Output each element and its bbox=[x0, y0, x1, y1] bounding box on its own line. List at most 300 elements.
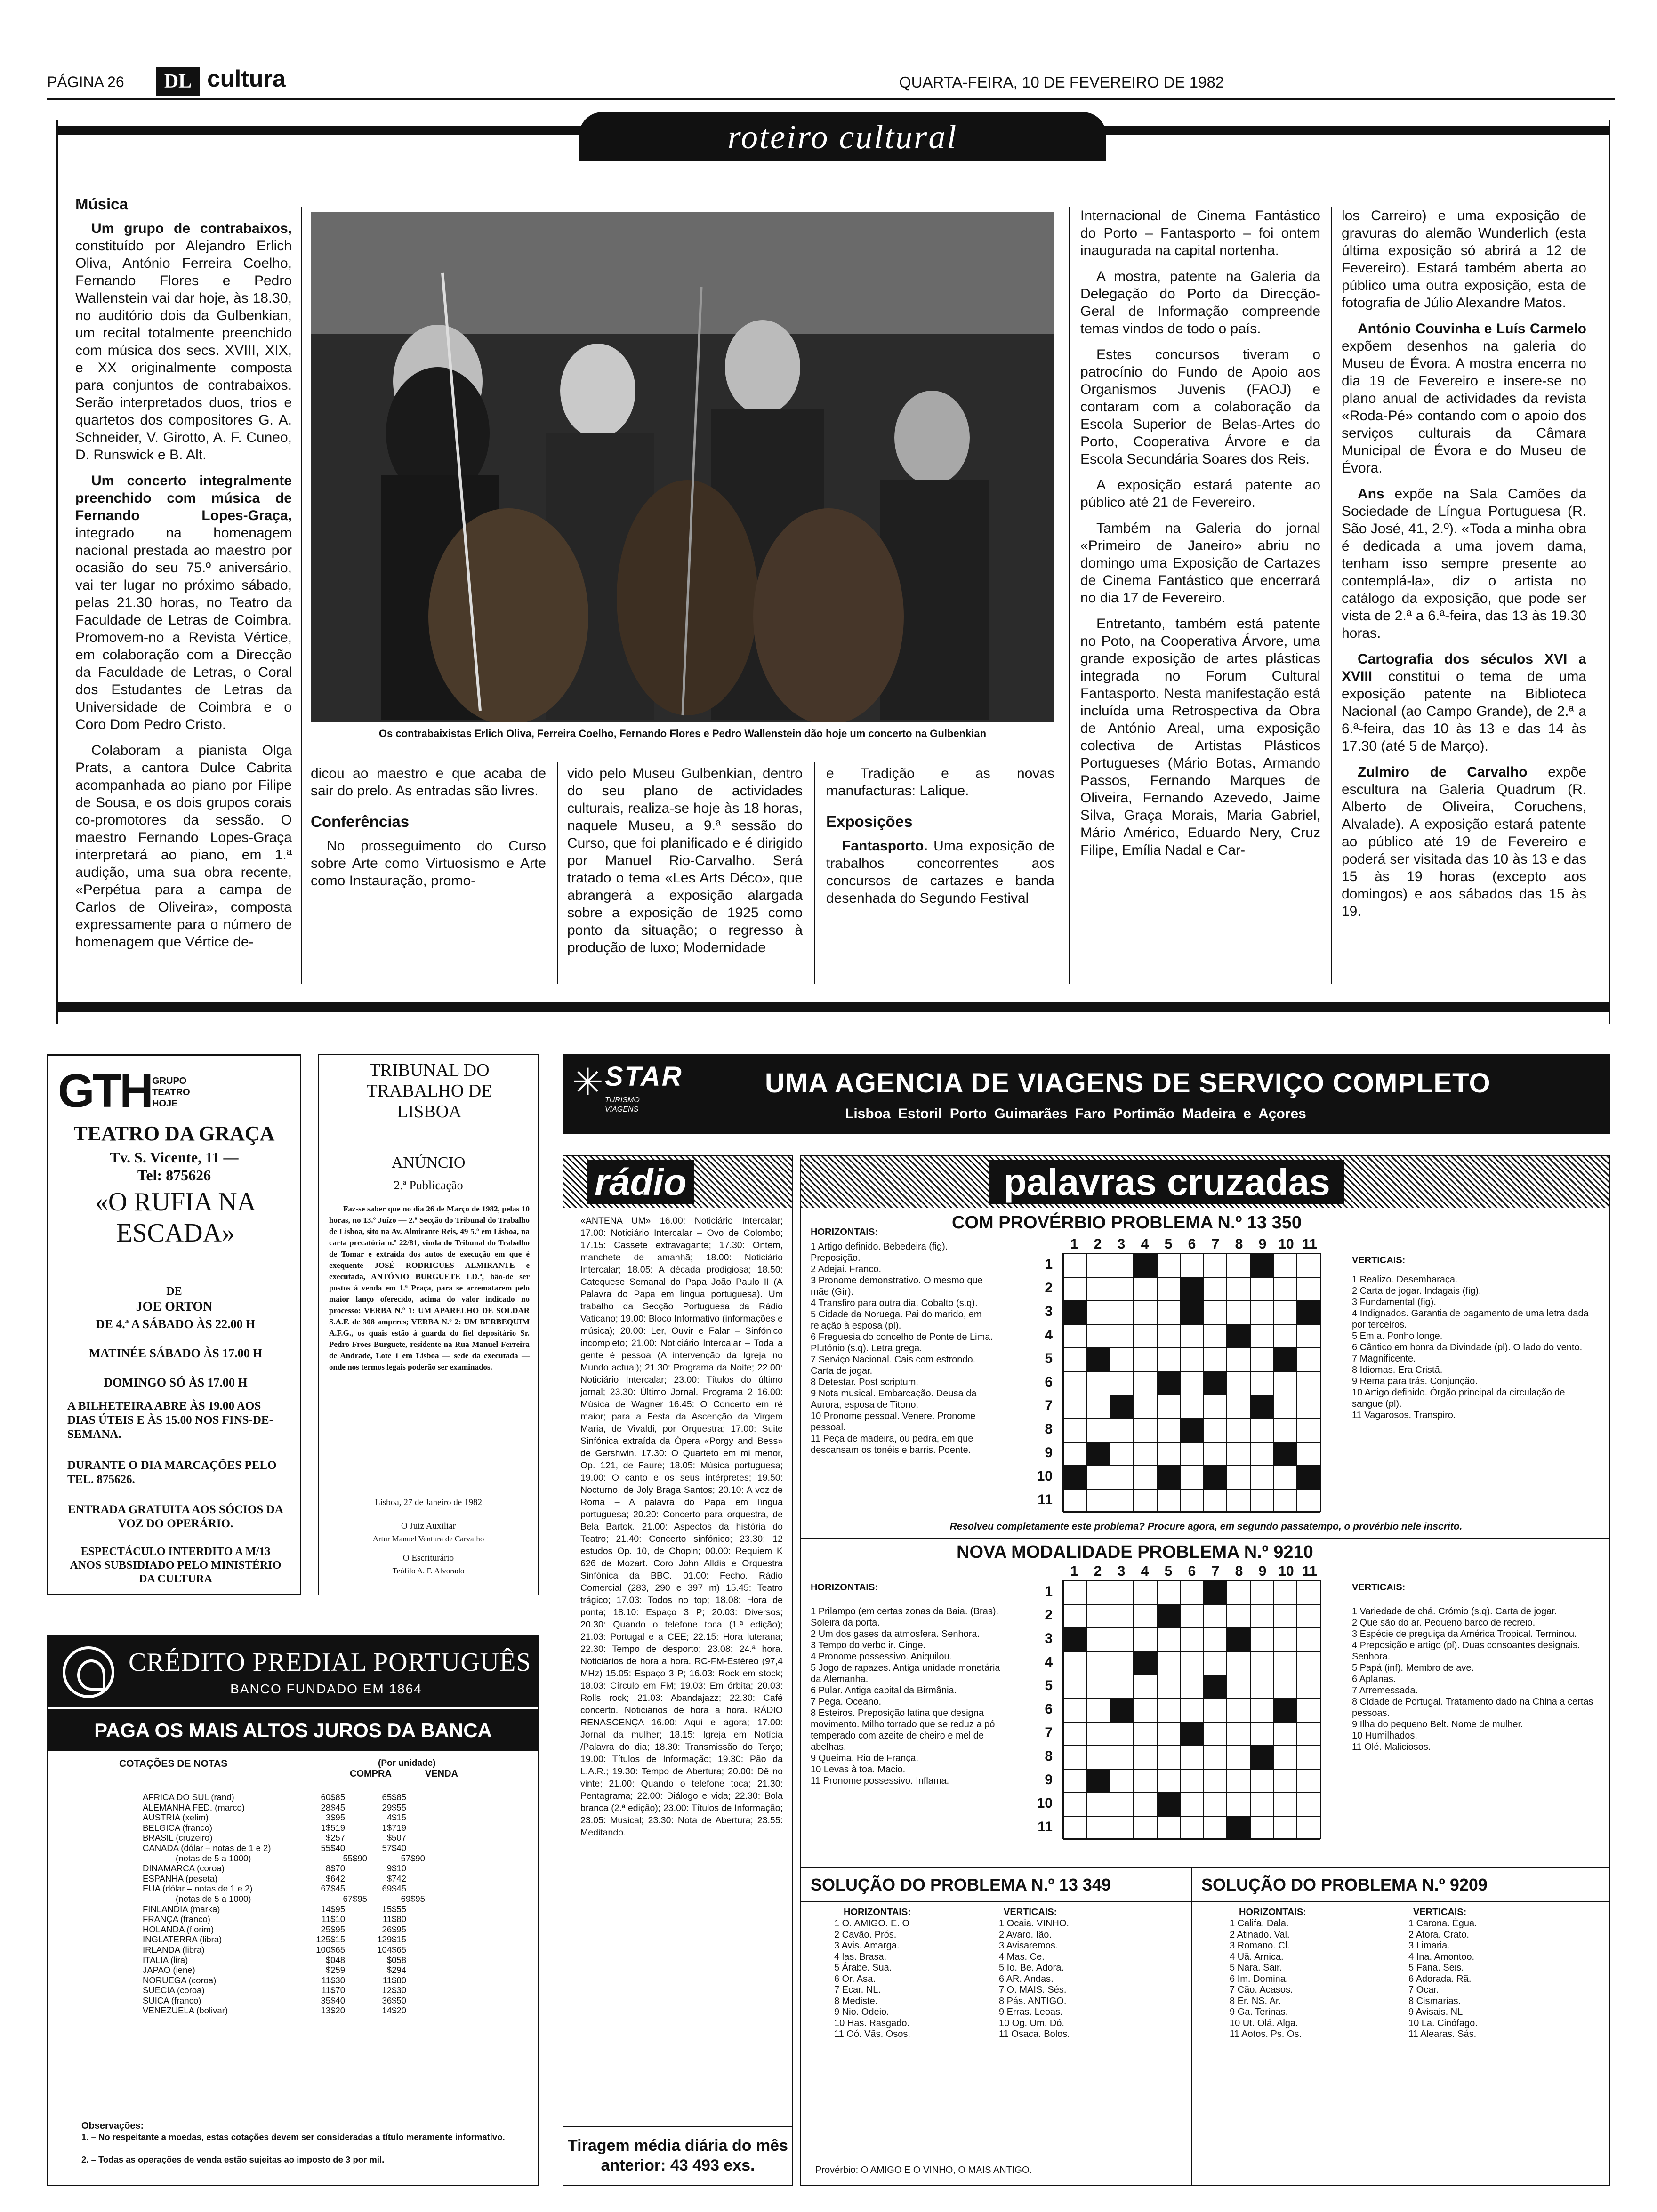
grid-cell[interactable] bbox=[1157, 1395, 1181, 1419]
grid-cell[interactable] bbox=[1134, 1769, 1157, 1793]
grid-cell[interactable] bbox=[1204, 1301, 1227, 1324]
grid-cell[interactable] bbox=[1110, 1651, 1134, 1675]
grid-cell[interactable] bbox=[1204, 1324, 1227, 1348]
grid-cell[interactable] bbox=[1297, 1699, 1320, 1722]
grid-cell[interactable] bbox=[1297, 1395, 1320, 1419]
grid-cell[interactable] bbox=[1110, 1466, 1134, 1489]
grid-cell[interactable] bbox=[1157, 1442, 1181, 1466]
grid-cell[interactable] bbox=[1180, 1489, 1204, 1513]
cotacao-compra: $642 bbox=[325, 1873, 345, 1883]
grid-column-number: 9 bbox=[1258, 1236, 1267, 1252]
grid-cell[interactable] bbox=[1274, 1816, 1297, 1840]
grid-cell[interactable] bbox=[1157, 1769, 1181, 1793]
grid-cell[interactable] bbox=[1274, 1395, 1297, 1419]
grid-cell[interactable] bbox=[1274, 1371, 1297, 1395]
cotacao-currency: (notas de 5 a 1000) bbox=[176, 1853, 251, 1863]
grid-cell[interactable] bbox=[1110, 1675, 1134, 1699]
radio-text: «ANTENA UM» 16.00: Noticiário Intercalar; 17.00: Noticiário Intercalar – Ovo de Colombo; 17.15: Cassete extravagante; 17.30: Ontem, manchete de amanhã; 18.00: Noticiário Intercalar; 18.05: A década prodigiosa; 18.50: Catequese Semanal do Papa João Paulo II (A Palavra do Papa em língua portuguesa). Um trabalho da Secção Portuguesa da Rádio Vaticano; 19.00: Bloco Informativo (informações e música); 20.00: Ler, Ouvir e Falar – Sinfónico incompleto; 21.00: Noticiário Intercalar – Toda a gente é pessoa (A intervenção da Igreja no Mundo actual); 21.30: Programa da Noite; 22.00: Noticiário Intercalar; 23.00: Títulos do último jornal; 23.30: Último Jornal. Programa 2 16.00: Música de Wagner 16.45: O Concerto em ré maior; para a Festa da Ascenção da Virgem Maria, de Vivaldi, por Orquestra; 17.00: Suite Sinfónica extraída da Ópera «Porgy and Bess» de Gershwin. 17.30: O Quarteto em mi menor, Op. 121, de Fauré; 18.05: Música portuguesa; 19.00: O canto e os seus intérpretes; 19.50: Nocturno, de Joly Braga Santos; 20.10: A voz de Roma – A palavra do Papa em língua portuguesa; 20.20: Concerto para orquestra, de Bela Bartok. 21.00: Aspectos da história do Teatro; 21.40: Concerto sinfónico; 23.30: 12 estudos Op. 10, de Chopin; 00.00: Requiem K 626 de Mozart. Coro John Alldis e Orquestra Sinfónica da BBC. 01.00: Fecho. Rádio Comercial (283, 290 e 397 m) 15.45: Teatro trágico; 17.03: Todos no top; 18.08: Hora de ponta; 18.10: Espaço 3 P; 20.03: Diversos; 20.30: Quando o telefone toca (1.ª edição); 21.03: Portugal e a CEE; 22.15: Hora luterana; 22.30: Tempo de desporto; 23.08: 24.ª hora. Noticiários de hora a hora. RC-FM-Estéreo (97,4 MHz) 15.05: Espaço 3 P; 16.03: Rock em stock; 18.03: Círculo em FM; 19.03: Em órbita; 20.03: Rolls rock; 21.03: Abandajazz; 22.30: Café concerto. Noticiários de hora a hora. RÁDIO RENASCENÇA 16.00: Aqui e agora; 17.00: Jornal da mulher; 18.15: Igreja em Notícia /Palavra do dia; 18.30: Transmissão do Terço; 19.00: Títulos de Informação; 19.30: Pão da L.A.R.; 19.30: Tempo de Abertura; 20.00: Dê no vinte; 21.00: Quando o telefone toca; 21.30: Pentagrama; 22.00: Diálogo e vida; 22.30: Bola branca (2.ª edição); 23.00: Títulos de Informação; 23.05: Musical; 23.30: Nota de Abertura; 23.55: Meditando. bbox=[580, 1216, 783, 1838]
grid-cell[interactable] bbox=[1063, 1324, 1087, 1348]
grid-cell[interactable] bbox=[1180, 1581, 1204, 1604]
grid-cell[interactable] bbox=[1204, 1722, 1227, 1746]
grid-cell-black bbox=[1063, 1301, 1087, 1324]
grid-cell[interactable] bbox=[1110, 1746, 1134, 1769]
grid-row bbox=[1063, 1651, 1320, 1675]
grid-cell[interactable] bbox=[1087, 1722, 1110, 1746]
clue: 5 Cidade da Noruega. Pai do marido, em relação à esposa (pl). bbox=[811, 1309, 982, 1331]
cotacao-venda: 11$80 bbox=[382, 1914, 406, 1924]
grid-cell[interactable] bbox=[1227, 1581, 1250, 1604]
tribunal-notice bbox=[318, 1054, 539, 1595]
grid-cell-black bbox=[1204, 1675, 1227, 1699]
grid-cell[interactable] bbox=[1134, 1722, 1157, 1746]
grid-cell[interactable] bbox=[1063, 1395, 1087, 1419]
grid-cell[interactable] bbox=[1250, 1442, 1274, 1466]
grid-row bbox=[1063, 1581, 1320, 1604]
grid-cell[interactable] bbox=[1134, 1604, 1157, 1628]
grid-cell-black bbox=[1297, 1301, 1320, 1324]
grid-cell[interactable] bbox=[1087, 1675, 1110, 1699]
grid-cell[interactable] bbox=[1297, 1651, 1320, 1675]
grid-cell[interactable] bbox=[1274, 1581, 1297, 1604]
grid-cell[interactable] bbox=[1180, 1651, 1204, 1675]
grid-column-number: 10 bbox=[1278, 1563, 1294, 1579]
grid-cell[interactable] bbox=[1250, 1489, 1274, 1513]
grid-cell[interactable] bbox=[1180, 1348, 1204, 1371]
grid-cell[interactable] bbox=[1250, 1371, 1274, 1395]
grid-row-number: 11 bbox=[1038, 1492, 1053, 1507]
cotacao-compra: 8$70 bbox=[325, 1863, 345, 1874]
grid-cell[interactable] bbox=[1180, 1395, 1204, 1419]
grid-cell[interactable] bbox=[1087, 1651, 1110, 1675]
tribunal-judge: Artur Manuel Ventura de Carvalho bbox=[372, 1534, 484, 1543]
grid-cell[interactable] bbox=[1110, 1581, 1134, 1604]
grid-cell[interactable] bbox=[1274, 1489, 1297, 1513]
grid-cell[interactable] bbox=[1250, 1675, 1274, 1699]
grid-cell[interactable] bbox=[1063, 1769, 1087, 1793]
grid-cell[interactable] bbox=[1297, 1675, 1320, 1699]
grid-cell[interactable] bbox=[1157, 1489, 1181, 1513]
grid-cell[interactable] bbox=[1180, 1254, 1204, 1277]
grid-cell[interactable] bbox=[1087, 1324, 1110, 1348]
roteiro-col-5 bbox=[1080, 207, 1320, 979]
roteiro-banner bbox=[579, 112, 1106, 161]
grid-cell[interactable] bbox=[1250, 1348, 1274, 1371]
radio-listings bbox=[580, 1215, 783, 2067]
grid-cell[interactable] bbox=[1087, 1793, 1110, 1816]
grid-cell[interactable] bbox=[1227, 1277, 1250, 1301]
grid-cell[interactable] bbox=[1274, 1324, 1297, 1348]
grid-cell[interactable] bbox=[1110, 1816, 1134, 1840]
grid-cell[interactable] bbox=[1134, 1277, 1157, 1301]
grid-cell[interactable] bbox=[1250, 1301, 1274, 1324]
grid-cell[interactable] bbox=[1110, 1348, 1134, 1371]
solution-entry: 3 Avisaremos. bbox=[999, 1940, 1058, 1951]
grid-cell[interactable] bbox=[1180, 1793, 1204, 1816]
cotacao-currency: IRLANDA (libra) bbox=[143, 1944, 205, 1955]
solution-entry: 2 Avaro. Ião. bbox=[999, 1929, 1052, 1940]
grid-cell[interactable] bbox=[1087, 1254, 1110, 1277]
grid-cell[interactable] bbox=[1250, 1651, 1274, 1675]
grid-cell[interactable] bbox=[1204, 1419, 1227, 1442]
grid-column-number: 2 bbox=[1094, 1236, 1102, 1252]
grid-cell[interactable] bbox=[1087, 1277, 1110, 1301]
cotacao-currency: CANADA (dólar – notas de 1 e 2) bbox=[143, 1843, 271, 1853]
tribunal-date: Lisboa, 27 de Janeiro de 1982 bbox=[375, 1498, 482, 1507]
solution-entry: 6 Or. Asa. bbox=[834, 1973, 876, 1984]
grid-cell[interactable] bbox=[1274, 1651, 1297, 1675]
grid-cell[interactable] bbox=[1297, 1254, 1320, 1277]
grid-cell[interactable] bbox=[1297, 1816, 1320, 1840]
grid-cell[interactable] bbox=[1250, 1628, 1274, 1651]
grid-cell[interactable] bbox=[1134, 1419, 1157, 1442]
exposicoes-heading: Exposições bbox=[826, 813, 913, 830]
grid-row bbox=[1063, 1816, 1320, 1840]
cotacao-row bbox=[143, 1955, 425, 1965]
grid-row-number: 11 bbox=[1038, 1819, 1053, 1835]
grid-cell[interactable] bbox=[1087, 1371, 1110, 1395]
grid-cell[interactable] bbox=[1110, 1628, 1134, 1651]
grid-cell[interactable] bbox=[1063, 1604, 1087, 1628]
grid-cell[interactable] bbox=[1110, 1419, 1134, 1442]
grid-cell[interactable] bbox=[1063, 1746, 1087, 1769]
grid-cell[interactable] bbox=[1157, 1581, 1181, 1604]
grid-cell[interactable] bbox=[1134, 1348, 1157, 1371]
solution-rule bbox=[1192, 1901, 1609, 1902]
cruzadas-title: palavras cruzadas bbox=[989, 1160, 1344, 1204]
grid-cell[interactable] bbox=[1180, 1466, 1204, 1489]
grid-cell[interactable] bbox=[1134, 1816, 1157, 1840]
grid-cell[interactable] bbox=[1063, 1371, 1087, 1395]
grid-cell[interactable] bbox=[1227, 1793, 1250, 1816]
cotacao-currency: VENEZUELA (bolivar) bbox=[143, 2005, 228, 2016]
grid-cell[interactable] bbox=[1274, 1604, 1297, 1628]
grid-cell[interactable] bbox=[1250, 1816, 1274, 1840]
grid-cell[interactable] bbox=[1110, 1604, 1134, 1628]
cotacao-venda: 104$65 bbox=[377, 1944, 406, 1955]
grid-cell[interactable] bbox=[1204, 1816, 1227, 1840]
grid-cell[interactable] bbox=[1087, 1466, 1110, 1489]
grid-cell[interactable] bbox=[1297, 1793, 1320, 1816]
grid-column-number: 8 bbox=[1235, 1236, 1243, 1252]
grid-cell[interactable] bbox=[1157, 1699, 1181, 1722]
grid-cell[interactable] bbox=[1180, 1699, 1204, 1722]
grid-cell[interactable] bbox=[1204, 1442, 1227, 1466]
grid-cell[interactable] bbox=[1063, 1419, 1087, 1442]
cotacao-compra: 100$65 bbox=[316, 1944, 345, 1955]
grid-cell[interactable] bbox=[1204, 1746, 1227, 1769]
grid-cell[interactable] bbox=[1087, 1581, 1110, 1604]
solution-entry: 1 Califa. Dala. bbox=[1230, 1918, 1289, 1929]
grid-cell[interactable] bbox=[1087, 1604, 1110, 1628]
cotacoes-obs-2: 2. – Todas as operações de venda estão sujeitas ao imposto de 3 por mil. bbox=[81, 2155, 385, 2164]
grid-column-number: 4 bbox=[1141, 1563, 1149, 1579]
grid-cell[interactable] bbox=[1134, 1675, 1157, 1699]
clue: 3 Pronome demonstrativo. O mesmo que mãe (Gír). bbox=[811, 1275, 983, 1297]
grid-cell[interactable] bbox=[1063, 1489, 1087, 1513]
grid-cell[interactable] bbox=[1157, 1651, 1181, 1675]
grid-cell[interactable] bbox=[1204, 1254, 1227, 1277]
grid-cell[interactable] bbox=[1250, 1419, 1274, 1442]
grid-cell[interactable] bbox=[1134, 1628, 1157, 1651]
grid-cell[interactable] bbox=[1297, 1348, 1320, 1371]
problem-2-title: NOVA MODALIDADE PROBLEMA N.º 9210 bbox=[957, 1542, 1313, 1562]
grid-cell[interactable] bbox=[1227, 1722, 1250, 1746]
grid-cell[interactable] bbox=[1157, 1816, 1181, 1840]
grid-cell[interactable] bbox=[1227, 1301, 1250, 1324]
grid-cell[interactable] bbox=[1297, 1604, 1320, 1628]
grid-cell[interactable] bbox=[1063, 1675, 1087, 1699]
grid-cell[interactable] bbox=[1180, 1769, 1204, 1793]
grid-cell[interactable] bbox=[1227, 1442, 1250, 1466]
cotacoes-venda: VENDA bbox=[425, 1769, 458, 1779]
clue: 2 Um dos gases da atmosfera. Senhora. bbox=[811, 1629, 980, 1639]
grid-cell[interactable] bbox=[1063, 1816, 1087, 1840]
grid-cell[interactable] bbox=[1297, 1419, 1320, 1442]
grid-cell[interactable] bbox=[1134, 1324, 1157, 1348]
grid-cell[interactable] bbox=[1204, 1769, 1227, 1793]
grid-cell[interactable] bbox=[1274, 1675, 1297, 1699]
grid-cell[interactable] bbox=[1227, 1348, 1250, 1371]
grid-row-number: 9 bbox=[1045, 1772, 1053, 1787]
solution-entry: 5 Árabe. Sua. bbox=[834, 1963, 892, 1973]
grid-cell[interactable] bbox=[1274, 1722, 1297, 1746]
grid-cell[interactable] bbox=[1063, 1581, 1087, 1604]
star-ad bbox=[563, 1054, 1610, 1134]
grid-cell[interactable] bbox=[1297, 1628, 1320, 1651]
cotacao-venda: 14$20 bbox=[382, 2005, 406, 2016]
grid-cell[interactable] bbox=[1250, 1466, 1274, 1489]
grid-cell[interactable] bbox=[1134, 1699, 1157, 1722]
grid-cell[interactable] bbox=[1227, 1769, 1250, 1793]
grid-cell[interactable] bbox=[1063, 1793, 1087, 1816]
grid-cell[interactable] bbox=[1134, 1395, 1157, 1419]
grid-row bbox=[1063, 1419, 1320, 1442]
solution-entry: 9 Avisais. NL. bbox=[1408, 2007, 1465, 2017]
grid-cell[interactable] bbox=[1227, 1395, 1250, 1419]
grid-cell[interactable] bbox=[1227, 1651, 1250, 1675]
grid-cell[interactable] bbox=[1180, 1324, 1204, 1348]
grid-cell[interactable] bbox=[1134, 1581, 1157, 1604]
grid-cell[interactable] bbox=[1087, 1489, 1110, 1513]
grid-cell[interactable] bbox=[1180, 1746, 1204, 1769]
grid-cell[interactable] bbox=[1134, 1442, 1157, 1466]
solution-entry: 8 Pás. ANTIGO. bbox=[999, 1996, 1067, 2006]
grid-cell[interactable] bbox=[1297, 1371, 1320, 1395]
grid-cell[interactable] bbox=[1297, 1581, 1320, 1604]
grid-cell[interactable] bbox=[1227, 1371, 1250, 1395]
grid-cell[interactable] bbox=[1250, 1699, 1274, 1722]
solution-verticais-label: VERTICAIS: bbox=[1413, 1907, 1467, 1917]
grid-cell[interactable] bbox=[1180, 1442, 1204, 1466]
grid-cell[interactable] bbox=[1204, 1651, 1227, 1675]
grid-cell[interactable] bbox=[1180, 1604, 1204, 1628]
grid-cell[interactable] bbox=[1157, 1324, 1181, 1348]
grid-cell[interactable] bbox=[1274, 1277, 1297, 1301]
grid-cell[interactable] bbox=[1110, 1277, 1134, 1301]
grid-cell[interactable] bbox=[1204, 1628, 1227, 1651]
article-paragraph: Zulmiro de Carvalho expõe escultura na Galeria Quadrum (R. Alberto de Oliveira, Coruchens, Alvalade). A exposição estará patente ao público até 19 de Fevereiro e poderá ser visitada das 10 às 13 e das 15 às 19 horas (excepto aos domingos) e aos sábados das 15 às 19. bbox=[1342, 764, 1586, 919]
clue: 9 Queima. Rio de França. bbox=[811, 1753, 918, 1763]
article-paragraph: los Carreiro) e uma exposição de gravuras do alemão Wunderlich (esta última exposição só abrirá a 12 de Fevereiro). Estará também aberta ao público uma outra exposição, esta de fotografia de Júlio Alexandre Matos. bbox=[1342, 208, 1586, 311]
grid-cell[interactable] bbox=[1157, 1254, 1181, 1277]
grid-cell[interactable] bbox=[1250, 1722, 1274, 1746]
problem-2-grid[interactable] bbox=[1062, 1580, 1321, 1839]
grid-cell[interactable] bbox=[1274, 1301, 1297, 1324]
solution-entry: 4 Ina. Amontoo. bbox=[1408, 1951, 1475, 1962]
grid-cell[interactable] bbox=[1274, 1419, 1297, 1442]
grid-cell[interactable] bbox=[1157, 1277, 1181, 1301]
star-logo: STAR bbox=[605, 1061, 683, 1092]
grid-cell[interactable] bbox=[1157, 1746, 1181, 1769]
grid-cell[interactable] bbox=[1087, 1301, 1110, 1324]
grid-cell[interactable] bbox=[1297, 1277, 1320, 1301]
grid-cell[interactable] bbox=[1063, 1348, 1087, 1371]
grid-cell[interactable] bbox=[1110, 1254, 1134, 1277]
cotacao-venda: 69$95 bbox=[401, 1893, 425, 1904]
grid-cell[interactable] bbox=[1204, 1348, 1227, 1371]
grid-cell[interactable] bbox=[1250, 1769, 1274, 1793]
grid-cell[interactable] bbox=[1110, 1442, 1134, 1466]
grid-row-number: 5 bbox=[1045, 1351, 1053, 1366]
grid-cell[interactable] bbox=[1063, 1699, 1087, 1722]
solution-2-box bbox=[1192, 1868, 1609, 2185]
cotacao-currency: DINAMARCA (coroa) bbox=[143, 1863, 225, 1874]
grid-column-number: 7 bbox=[1211, 1236, 1220, 1252]
grid-cell[interactable] bbox=[1134, 1489, 1157, 1513]
grid-cell[interactable] bbox=[1110, 1371, 1134, 1395]
grid-cell[interactable] bbox=[1063, 1442, 1087, 1466]
tribunal-anuncio: ANÚNCIO bbox=[391, 1154, 466, 1171]
problem-1-column-numbers bbox=[1062, 1236, 1326, 1251]
grid-cell[interactable] bbox=[1204, 1793, 1227, 1816]
grid-cell[interactable] bbox=[1157, 1419, 1181, 1442]
credito-slogan-bar bbox=[48, 1707, 538, 1751]
grid-cell[interactable] bbox=[1134, 1301, 1157, 1324]
clue: 11 Olé. Maliciosos. bbox=[1352, 1742, 1431, 1752]
roteiro-banner-text: roteiro cultural bbox=[727, 118, 958, 156]
grid-cell[interactable] bbox=[1204, 1699, 1227, 1722]
grid-cell[interactable] bbox=[1274, 1254, 1297, 1277]
grid-cell[interactable] bbox=[1250, 1277, 1274, 1301]
grid-row bbox=[1063, 1371, 1320, 1395]
grid-cell[interactable] bbox=[1157, 1301, 1181, 1324]
grid-column-number: 5 bbox=[1164, 1236, 1173, 1252]
star-logo-sub: TURISMO VIAGENS bbox=[605, 1096, 640, 1114]
grid-cell[interactable] bbox=[1297, 1769, 1320, 1793]
clue: 11 Vagarosos. Transpiro. bbox=[1352, 1410, 1456, 1420]
grid-cell[interactable] bbox=[1250, 1604, 1274, 1628]
grid-cell[interactable] bbox=[1250, 1581, 1274, 1604]
solution-entry: 7 Ecar. NL. bbox=[834, 1985, 881, 1995]
grid-cell[interactable] bbox=[1297, 1722, 1320, 1746]
grid-cell[interactable] bbox=[1110, 1301, 1134, 1324]
solution-entry: 11 Osaca. Bolos. bbox=[999, 2029, 1070, 2039]
grid-cell[interactable] bbox=[1157, 1675, 1181, 1699]
cotacao-currency: ALEMANHA FED. (marco) bbox=[143, 1802, 245, 1812]
conferencias-heading: Conferências bbox=[311, 813, 410, 830]
grid-cell[interactable] bbox=[1087, 1395, 1110, 1419]
grid-cell[interactable] bbox=[1134, 1746, 1157, 1769]
solution-1-horizontais bbox=[834, 1918, 989, 2040]
grid-cell[interactable] bbox=[1087, 1816, 1110, 1840]
grid-cell[interactable] bbox=[1063, 1722, 1087, 1746]
grid-cell[interactable] bbox=[1274, 1746, 1297, 1769]
grid-cell[interactable] bbox=[1180, 1816, 1204, 1840]
grid-cell[interactable] bbox=[1063, 1254, 1087, 1277]
problem-1-grid[interactable] bbox=[1062, 1253, 1321, 1512]
grid-cell[interactable] bbox=[1274, 1466, 1297, 1489]
grid-cell[interactable] bbox=[1227, 1699, 1250, 1722]
grid-cell[interactable] bbox=[1274, 1628, 1297, 1651]
grid-cell[interactable] bbox=[1157, 1722, 1181, 1746]
grid-cell[interactable] bbox=[1227, 1604, 1250, 1628]
teatro-schedule: MATINÉE SÁBADO ÀS 17.00 H bbox=[88, 1346, 263, 1360]
grid-cell[interactable] bbox=[1063, 1651, 1087, 1675]
grid-cell-black bbox=[1204, 1581, 1227, 1604]
cotacoes-compra: COMPRA bbox=[350, 1769, 392, 1779]
grid-cell[interactable] bbox=[1087, 1699, 1110, 1722]
grid-cell[interactable] bbox=[1227, 1419, 1250, 1442]
grid-cell[interactable] bbox=[1297, 1324, 1320, 1348]
grid-cell[interactable] bbox=[1227, 1675, 1250, 1699]
solution-entry: 5 Nara. Sair. bbox=[1230, 1963, 1282, 1973]
grid-cell[interactable] bbox=[1157, 1348, 1181, 1371]
grid-cell[interactable] bbox=[1180, 1371, 1204, 1395]
solution-entry: 3 Limaria. bbox=[1408, 1940, 1450, 1951]
grid-cell[interactable] bbox=[1134, 1466, 1157, 1489]
grid-cell[interactable] bbox=[1274, 1769, 1297, 1793]
grid-cell[interactable] bbox=[1110, 1489, 1134, 1513]
grid-cell[interactable] bbox=[1204, 1489, 1227, 1513]
grid-cell[interactable] bbox=[1134, 1371, 1157, 1395]
grid-cell[interactable] bbox=[1110, 1769, 1134, 1793]
grid-cell[interactable] bbox=[1297, 1442, 1320, 1466]
grid-cell[interactable] bbox=[1063, 1277, 1087, 1301]
solution-entry: 9 Nio. Odeio. bbox=[834, 2007, 889, 2017]
grid-cell[interactable] bbox=[1180, 1628, 1204, 1651]
grid-cell[interactable] bbox=[1110, 1722, 1134, 1746]
cotacao-compra: 125$15 bbox=[316, 1934, 345, 1945]
grid-cell[interactable] bbox=[1087, 1419, 1110, 1442]
grid-column-number: 1 bbox=[1070, 1236, 1078, 1252]
grid-cell-black bbox=[1110, 1395, 1134, 1419]
grid-cell[interactable] bbox=[1110, 1793, 1134, 1816]
grid-cell[interactable] bbox=[1204, 1277, 1227, 1301]
grid-cell[interactable] bbox=[1134, 1793, 1157, 1816]
grid-cell[interactable] bbox=[1180, 1675, 1204, 1699]
solution-entry: 1 O. AMIGO. E. O bbox=[834, 1918, 910, 1929]
grid-cell[interactable] bbox=[1204, 1604, 1227, 1628]
grid-cell[interactable] bbox=[1227, 1746, 1250, 1769]
cotacao-currency: FRANÇA (franco) bbox=[143, 1914, 210, 1924]
grid-cell[interactable] bbox=[1297, 1489, 1320, 1513]
solution-entry: 2 Cavão. Prós. bbox=[834, 1929, 897, 1940]
grid-cell[interactable] bbox=[1110, 1324, 1134, 1348]
grid-cell[interactable] bbox=[1087, 1628, 1110, 1651]
grid-cell[interactable] bbox=[1227, 1466, 1250, 1489]
grid-cell[interactable] bbox=[1297, 1746, 1320, 1769]
grid-cell[interactable] bbox=[1227, 1254, 1250, 1277]
grid-cell[interactable] bbox=[1157, 1628, 1181, 1651]
grid-cell[interactable] bbox=[1087, 1746, 1110, 1769]
grid-cell[interactable] bbox=[1204, 1395, 1227, 1419]
grid-cell[interactable] bbox=[1250, 1324, 1274, 1348]
solution-entry: 6 Im. Domina. bbox=[1230, 1973, 1288, 1984]
problem-1-horizontais bbox=[811, 1241, 999, 1456]
grid-cell[interactable] bbox=[1274, 1793, 1297, 1816]
grid-cell[interactable] bbox=[1250, 1793, 1274, 1816]
grid-cell[interactable] bbox=[1227, 1489, 1250, 1513]
